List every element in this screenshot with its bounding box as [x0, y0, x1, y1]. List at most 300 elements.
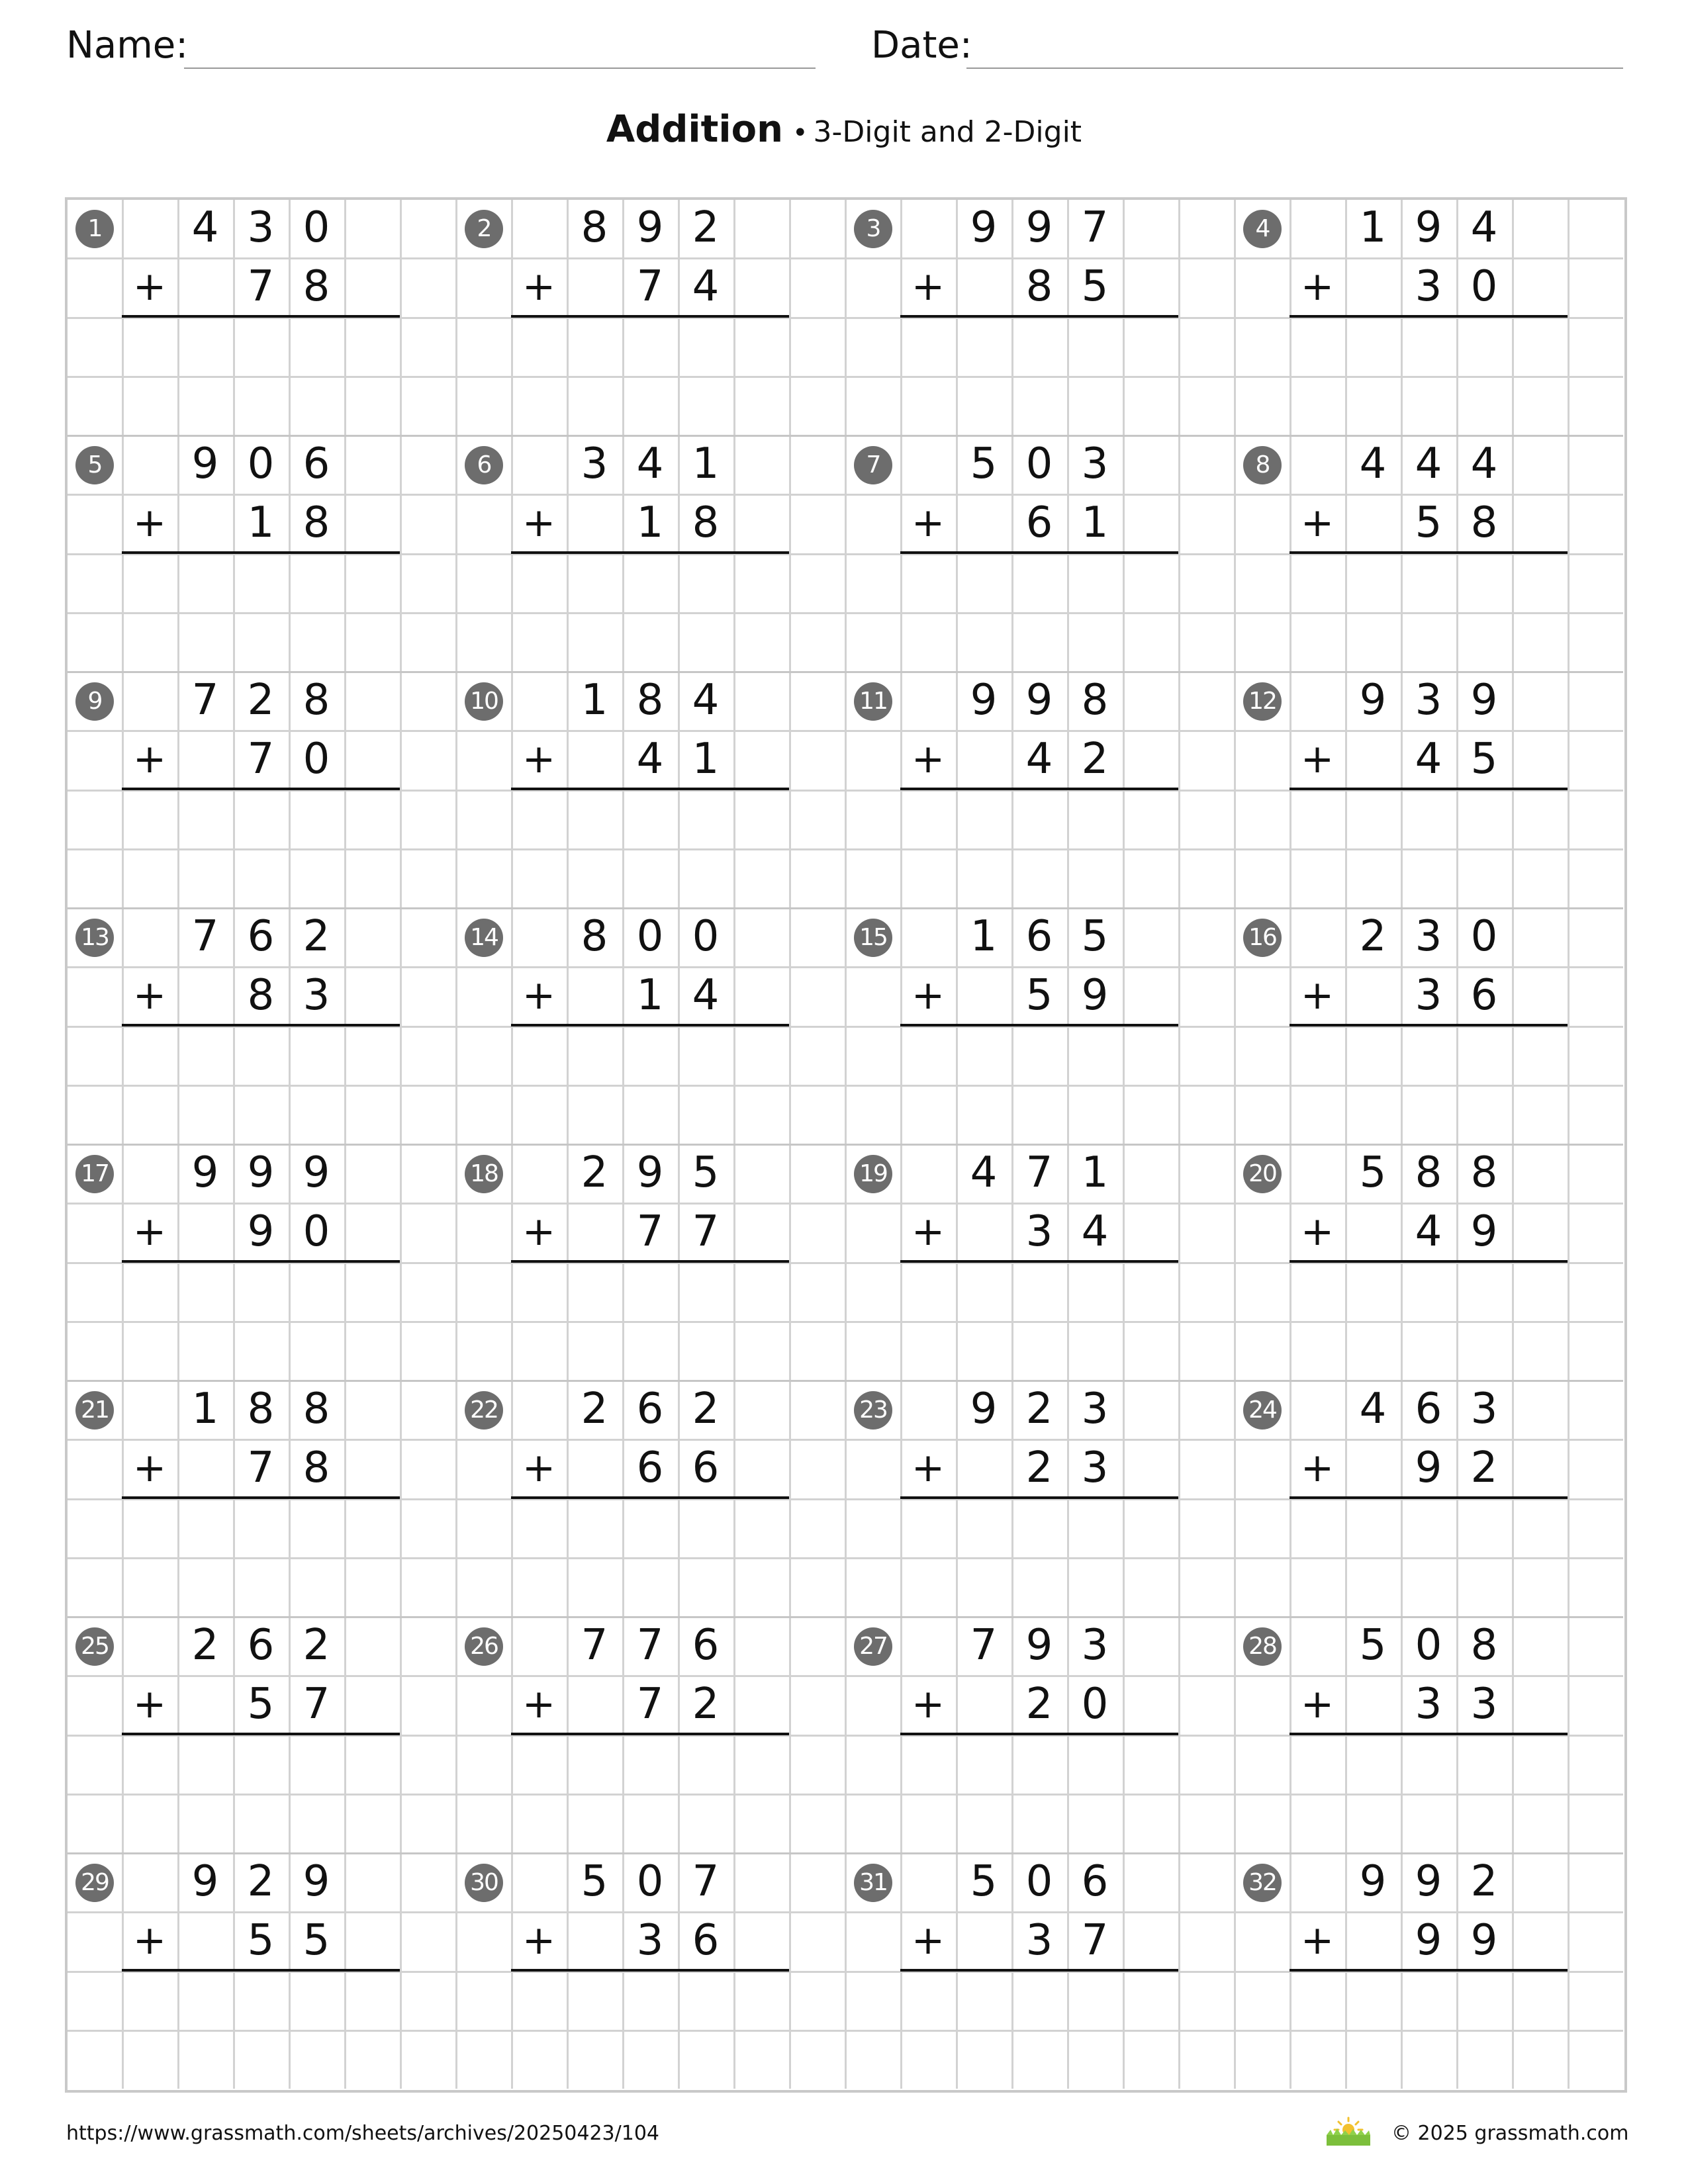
- top-digit: 8: [303, 1385, 330, 1433]
- plus-sign: +: [132, 736, 167, 782]
- top-digit: 3: [1470, 1385, 1498, 1433]
- bottom-digit: 3: [1025, 1207, 1053, 1257]
- top-digit: 9: [303, 1148, 330, 1197]
- top-digit: 9: [636, 1148, 664, 1197]
- top-digit: 8: [1470, 1621, 1498, 1670]
- bottom-digit: 9: [1415, 1443, 1442, 1493]
- bottom-digit: 3: [636, 1916, 664, 1966]
- top-digit: 3: [1415, 676, 1442, 725]
- top-digit: 9: [303, 1857, 330, 1906]
- top-digit: 9: [1415, 1857, 1442, 1906]
- top-digit: 0: [692, 912, 720, 961]
- problem-26: [455, 1616, 845, 1852]
- plus-sign: +: [132, 1681, 167, 1727]
- problem-18: [455, 1144, 845, 1380]
- top-digit: 2: [692, 203, 720, 252]
- top-digit: 9: [1359, 676, 1387, 725]
- answer-area[interactable]: [177, 1737, 344, 1791]
- bottom-digit: 5: [303, 1916, 330, 1966]
- answer-area[interactable]: [956, 1501, 1123, 1555]
- top-digit: 1: [1081, 1148, 1109, 1197]
- top-digit: 4: [191, 203, 219, 252]
- bottom-digit: 6: [692, 1443, 720, 1493]
- top-digit: 9: [1415, 203, 1442, 252]
- top-digit: 4: [1359, 439, 1387, 488]
- problem-number-badge: 27: [854, 1627, 892, 1666]
- problem-32: [1234, 1852, 1623, 2089]
- top-digit: 0: [247, 439, 275, 488]
- bottom-digit: 4: [1415, 1207, 1442, 1257]
- answer-area[interactable]: [567, 320, 733, 373]
- bottom-digit: 5: [1470, 735, 1498, 784]
- problem-number-badge: 23: [854, 1391, 892, 1430]
- answer-line: [511, 1024, 789, 1026]
- top-digit: 1: [970, 912, 998, 961]
- top-digit: 6: [692, 1621, 720, 1670]
- bottom-digit: 3: [1470, 1680, 1498, 1729]
- answer-area[interactable]: [956, 320, 1123, 373]
- answer-line: [1289, 1733, 1568, 1735]
- answer-line: [122, 1496, 400, 1499]
- top-digit: 2: [303, 912, 330, 961]
- top-digit: 9: [970, 676, 998, 725]
- bottom-digit: 7: [247, 735, 275, 784]
- bottom-digit: 3: [1025, 1916, 1053, 1966]
- plus-sign: +: [1300, 736, 1335, 782]
- plus-sign: +: [132, 1445, 167, 1491]
- top-digit: 8: [1081, 676, 1109, 725]
- problem-number-badge: 12: [1243, 682, 1282, 721]
- problem-number-badge: 13: [75, 919, 114, 957]
- problem-20: [1234, 1144, 1623, 1380]
- plus-sign: +: [522, 500, 556, 546]
- problem-number-badge: 11: [854, 682, 892, 721]
- top-digit: 5: [581, 1857, 608, 1906]
- top-digit: 9: [247, 1148, 275, 1197]
- title-main: Addition: [606, 108, 783, 151]
- problem-9: [66, 671, 455, 907]
- problem-number-badge: 20: [1243, 1155, 1282, 1193]
- plus-sign: +: [911, 972, 945, 1019]
- top-digit: 6: [1415, 1385, 1442, 1433]
- answer-line: [1289, 1260, 1568, 1263]
- answer-line: [900, 315, 1178, 318]
- top-digit: 3: [1415, 912, 1442, 961]
- top-digit: 1: [692, 439, 720, 488]
- top-digit: 9: [191, 1148, 219, 1197]
- worksheet-title: [0, 106, 1688, 162]
- problem-1: [66, 199, 455, 435]
- top-digit: 7: [636, 1621, 664, 1670]
- problem-number-badge: 16: [1243, 919, 1282, 957]
- bottom-digit: 1: [636, 498, 664, 548]
- top-digit: 7: [1025, 1148, 1053, 1197]
- answer-line: [1289, 1496, 1568, 1499]
- plus-sign: +: [132, 500, 167, 546]
- top-digit: 1: [581, 676, 608, 725]
- answer-line: [900, 1496, 1178, 1499]
- plus-sign: +: [1300, 1681, 1335, 1727]
- problem-19: [845, 1144, 1234, 1380]
- plus-sign: +: [522, 736, 556, 782]
- answer-line: [122, 1733, 400, 1735]
- problem-number-badge: 5: [75, 446, 114, 484]
- top-digit: 7: [581, 1621, 608, 1670]
- problem-number-badge: 1: [75, 210, 114, 248]
- plus-sign: +: [911, 263, 945, 310]
- problem-number-badge: 4: [1243, 210, 1282, 248]
- bottom-digit: 2: [1025, 1680, 1053, 1729]
- problem-14: [455, 907, 845, 1144]
- problem-number-badge: 17: [75, 1155, 114, 1193]
- bottom-digit: 9: [1470, 1207, 1498, 1257]
- answer-area[interactable]: [1345, 1501, 1512, 1555]
- bottom-digit: 4: [1025, 735, 1053, 784]
- top-digit: 2: [247, 1857, 275, 1906]
- answer-area[interactable]: [567, 1265, 733, 1318]
- problem-number-badge: 8: [1243, 446, 1282, 484]
- top-digit: 4: [970, 1148, 998, 1197]
- bottom-digit: 3: [1415, 262, 1442, 312]
- top-digit: 6: [247, 1621, 275, 1670]
- problem-15: [845, 907, 1234, 1144]
- problem-30: [455, 1852, 845, 2089]
- top-digit: 6: [1081, 1857, 1109, 1906]
- name-field[interactable]: [184, 68, 816, 69]
- bottom-digit: 0: [303, 735, 330, 784]
- top-digit: 3: [1081, 439, 1109, 488]
- top-digit: 0: [636, 912, 664, 961]
- top-digit: 4: [1470, 203, 1498, 252]
- top-digit: 0: [1470, 912, 1498, 961]
- answer-area[interactable]: [1345, 1028, 1512, 1082]
- bottom-digit: 7: [636, 1680, 664, 1729]
- answer-area[interactable]: [567, 1974, 733, 2027]
- answer-line: [1289, 315, 1568, 318]
- plus-sign: +: [911, 500, 945, 546]
- answer-area[interactable]: [1345, 556, 1512, 610]
- answer-area[interactable]: [956, 1737, 1123, 1791]
- bottom-digit: 4: [1415, 735, 1442, 784]
- top-digit: 5: [1081, 912, 1109, 961]
- problem-number-badge: 9: [75, 682, 114, 721]
- plus-sign: +: [1300, 500, 1335, 546]
- bottom-digit: 4: [636, 735, 664, 784]
- bottom-digit: 3: [1081, 1443, 1109, 1493]
- problem-29: [66, 1852, 455, 2089]
- answer-area[interactable]: [567, 1501, 733, 1555]
- grass-sun-logo-icon: [1325, 2115, 1372, 2147]
- answer-line: [511, 1496, 789, 1499]
- bottom-digit: 2: [1081, 735, 1109, 784]
- top-digit: 9: [1470, 676, 1498, 725]
- top-digit: 0: [303, 203, 330, 252]
- bottom-digit: 7: [247, 262, 275, 312]
- bottom-digit: 5: [247, 1916, 275, 1966]
- top-digit: 7: [692, 1857, 720, 1906]
- answer-line: [122, 1024, 400, 1026]
- answer-area[interactable]: [177, 320, 344, 373]
- top-digit: 9: [1359, 1857, 1387, 1906]
- problem-number-badge: 7: [854, 446, 892, 484]
- answer-area[interactable]: [1345, 1737, 1512, 1791]
- answer-line: [122, 1260, 400, 1263]
- top-digit: 5: [970, 1857, 998, 1906]
- top-digit: 5: [970, 439, 998, 488]
- answer-area[interactable]: [956, 1974, 1123, 2027]
- footer-copyright: © 2025 grassmath.com: [1391, 2122, 1629, 2145]
- answer-area[interactable]: [567, 1737, 733, 1791]
- problem-grid: [66, 199, 1623, 2089]
- bottom-digit: 1: [1081, 498, 1109, 548]
- top-digit: 8: [636, 676, 664, 725]
- top-digit: 4: [692, 676, 720, 725]
- answer-area[interactable]: [1345, 320, 1512, 373]
- answer-line: [511, 788, 789, 790]
- problem-21: [66, 1380, 455, 1616]
- top-digit: 0: [636, 1857, 664, 1906]
- problem-28: [1234, 1616, 1623, 1852]
- answer-area[interactable]: [956, 1265, 1123, 1318]
- bottom-digit: 7: [636, 1207, 664, 1257]
- answer-area[interactable]: [177, 1974, 344, 2027]
- problem-number-badge: 31: [854, 1864, 892, 1902]
- top-digit: 2: [581, 1385, 608, 1433]
- answer-area[interactable]: [567, 792, 733, 846]
- problem-11: [845, 671, 1234, 907]
- bottom-digit: 7: [303, 1680, 330, 1729]
- answer-line: [511, 1260, 789, 1263]
- answer-area[interactable]: [956, 556, 1123, 610]
- top-digit: 4: [1470, 439, 1498, 488]
- top-digit: 4: [1415, 439, 1442, 488]
- top-digit: 0: [1025, 439, 1053, 488]
- top-digit: 2: [581, 1148, 608, 1197]
- answer-line: [900, 1969, 1178, 1972]
- top-digit: 3: [1081, 1621, 1109, 1670]
- answer-line: [900, 551, 1178, 554]
- answer-area[interactable]: [956, 1028, 1123, 1082]
- bottom-digit: 2: [692, 1680, 720, 1729]
- top-digit: 5: [1359, 1148, 1387, 1197]
- answer-line: [1289, 1024, 1568, 1026]
- answer-area[interactable]: [177, 1028, 344, 1082]
- problem-7: [845, 435, 1234, 671]
- problem-number-badge: 24: [1243, 1391, 1282, 1430]
- bottom-digit: 1: [692, 735, 720, 784]
- top-digit: 8: [581, 912, 608, 961]
- plus-sign: +: [522, 263, 556, 310]
- problem-13: [66, 907, 455, 1144]
- top-digit: 9: [970, 1385, 998, 1433]
- date-field[interactable]: [966, 68, 1623, 69]
- problem-number-badge: 15: [854, 919, 892, 957]
- top-digit: 8: [581, 203, 608, 252]
- top-digit: 2: [1359, 912, 1387, 961]
- bottom-digit: 9: [1415, 1916, 1442, 1966]
- top-digit: 8: [1415, 1148, 1442, 1197]
- plus-sign: +: [1300, 972, 1335, 1019]
- plus-sign: +: [1300, 263, 1335, 310]
- problem-number-badge: 28: [1243, 1627, 1282, 1666]
- problem-number-badge: 18: [465, 1155, 503, 1193]
- plus-sign: +: [522, 1208, 556, 1255]
- plus-sign: +: [911, 1681, 945, 1727]
- answer-line: [122, 788, 400, 790]
- top-digit: 2: [1470, 1857, 1498, 1906]
- problem-17: [66, 1144, 455, 1380]
- answer-area[interactable]: [177, 556, 344, 610]
- bottom-digit: 8: [303, 262, 330, 312]
- top-digit: 9: [636, 203, 664, 252]
- problem-6: [455, 435, 845, 671]
- top-digit: 8: [247, 1385, 275, 1433]
- plus-sign: +: [522, 1681, 556, 1727]
- top-digit: 9: [191, 1857, 219, 1906]
- footer-url[interactable]: https://www.grassmath.com/sheets/archives/20250423/104: [66, 2122, 660, 2145]
- plus-sign: +: [522, 1917, 556, 1964]
- problem-23: [845, 1380, 1234, 1616]
- top-digit: 8: [303, 676, 330, 725]
- plus-sign: +: [132, 1917, 167, 1964]
- problem-number-badge: 10: [465, 682, 503, 721]
- bottom-digit: 2: [1025, 1443, 1053, 1493]
- top-digit: 6: [1025, 912, 1053, 961]
- top-digit: 2: [303, 1621, 330, 1670]
- problem-number-badge: 14: [465, 919, 503, 957]
- plus-sign: +: [522, 1445, 556, 1491]
- top-digit: 9: [1025, 203, 1053, 252]
- bottom-digit: 7: [636, 262, 664, 312]
- bottom-digit: 4: [1081, 1207, 1109, 1257]
- problem-22: [455, 1380, 845, 1616]
- bottom-digit: 0: [303, 1207, 330, 1257]
- answer-area[interactable]: [1345, 792, 1512, 846]
- answer-line: [511, 315, 789, 318]
- answer-area[interactable]: [177, 1265, 344, 1318]
- bottom-digit: 0: [1470, 262, 1498, 312]
- problem-number-badge: 30: [465, 1864, 503, 1902]
- bottom-digit: 4: [692, 971, 720, 1021]
- answer-line: [122, 315, 400, 318]
- problem-number-badge: 19: [854, 1155, 892, 1193]
- top-digit: 8: [1470, 1148, 1498, 1197]
- bottom-digit: 7: [692, 1207, 720, 1257]
- answer-area[interactable]: [567, 556, 733, 610]
- top-digit: 0: [1025, 1857, 1053, 1906]
- plus-sign: +: [1300, 1445, 1335, 1491]
- bottom-digit: 8: [303, 1443, 330, 1493]
- bottom-digit: 9: [247, 1207, 275, 1257]
- problem-number-badge: 32: [1243, 1864, 1282, 1902]
- top-digit: 6: [247, 912, 275, 961]
- problem-31: [845, 1852, 1234, 2089]
- top-digit: 9: [1025, 1621, 1053, 1670]
- bottom-digit: 0: [1081, 1680, 1109, 1729]
- bottom-digit: 8: [1025, 262, 1053, 312]
- bottom-digit: 1: [247, 498, 275, 548]
- top-digit: 1: [191, 1385, 219, 1433]
- answer-area[interactable]: [177, 792, 344, 846]
- plus-sign: +: [1300, 1208, 1335, 1255]
- problem-24: [1234, 1380, 1623, 1616]
- top-digit: 5: [692, 1148, 720, 1197]
- problem-number-badge: 3: [854, 210, 892, 248]
- top-digit: 7: [1081, 203, 1109, 252]
- answer-area[interactable]: [177, 1501, 344, 1555]
- top-digit: 1: [1359, 203, 1387, 252]
- problem-27: [845, 1616, 1234, 1852]
- top-digit: 2: [1025, 1385, 1053, 1433]
- top-digit: 6: [636, 1385, 664, 1433]
- plus-sign: +: [911, 1208, 945, 1255]
- bottom-digit: 3: [1415, 1680, 1442, 1729]
- plus-sign: +: [522, 972, 556, 1019]
- bottom-digit: 9: [1470, 1916, 1498, 1966]
- bottom-digit: 1: [636, 971, 664, 1021]
- bottom-digit: 8: [1470, 498, 1498, 548]
- plus-sign: +: [911, 1917, 945, 1964]
- bottom-digit: 5: [1025, 971, 1053, 1021]
- top-digit: 9: [1025, 676, 1053, 725]
- bottom-digit: 9: [1081, 971, 1109, 1021]
- bottom-digit: 4: [692, 262, 720, 312]
- top-digit: 2: [692, 1385, 720, 1433]
- problem-number-badge: 22: [465, 1391, 503, 1430]
- bottom-digit: 3: [1415, 971, 1442, 1021]
- answer-area[interactable]: [956, 792, 1123, 846]
- top-digit: 2: [247, 676, 275, 725]
- top-digit: 7: [191, 912, 219, 961]
- title-separator: •: [792, 118, 808, 148]
- bottom-digit: 6: [692, 1916, 720, 1966]
- answer-line: [122, 1969, 400, 1972]
- problem-number-badge: 25: [75, 1627, 114, 1666]
- answer-line: [900, 1024, 1178, 1026]
- answer-area[interactable]: [1345, 1974, 1512, 2027]
- problem-number-badge: 29: [75, 1864, 114, 1902]
- problem-16: [1234, 907, 1623, 1144]
- plus-sign: +: [911, 736, 945, 782]
- bottom-digit: 7: [247, 1443, 275, 1493]
- problem-number-badge: 26: [465, 1627, 503, 1666]
- plus-sign: +: [132, 263, 167, 310]
- answer-line: [900, 1733, 1178, 1735]
- bottom-digit: 6: [1470, 971, 1498, 1021]
- answer-line: [1289, 551, 1568, 554]
- bottom-digit: 5: [247, 1680, 275, 1729]
- name-label: Name:: [66, 24, 189, 67]
- top-digit: 6: [303, 439, 330, 488]
- bottom-digit: 5: [1415, 498, 1442, 548]
- problem-12: [1234, 671, 1623, 907]
- top-digit: 7: [191, 676, 219, 725]
- problem-8: [1234, 435, 1623, 671]
- top-digit: 4: [636, 439, 664, 488]
- answer-line: [900, 788, 1178, 790]
- bottom-digit: 8: [247, 971, 275, 1021]
- answer-line: [511, 1969, 789, 1972]
- answer-area[interactable]: [567, 1028, 733, 1082]
- problem-number-badge: 2: [465, 210, 503, 248]
- problem-10: [455, 671, 845, 907]
- bottom-digit: 8: [303, 498, 330, 548]
- answer-line: [1289, 788, 1568, 790]
- answer-area[interactable]: [1345, 1265, 1512, 1318]
- plus-sign: +: [132, 972, 167, 1019]
- date-label: Date:: [871, 24, 972, 67]
- problem-25: [66, 1616, 455, 1852]
